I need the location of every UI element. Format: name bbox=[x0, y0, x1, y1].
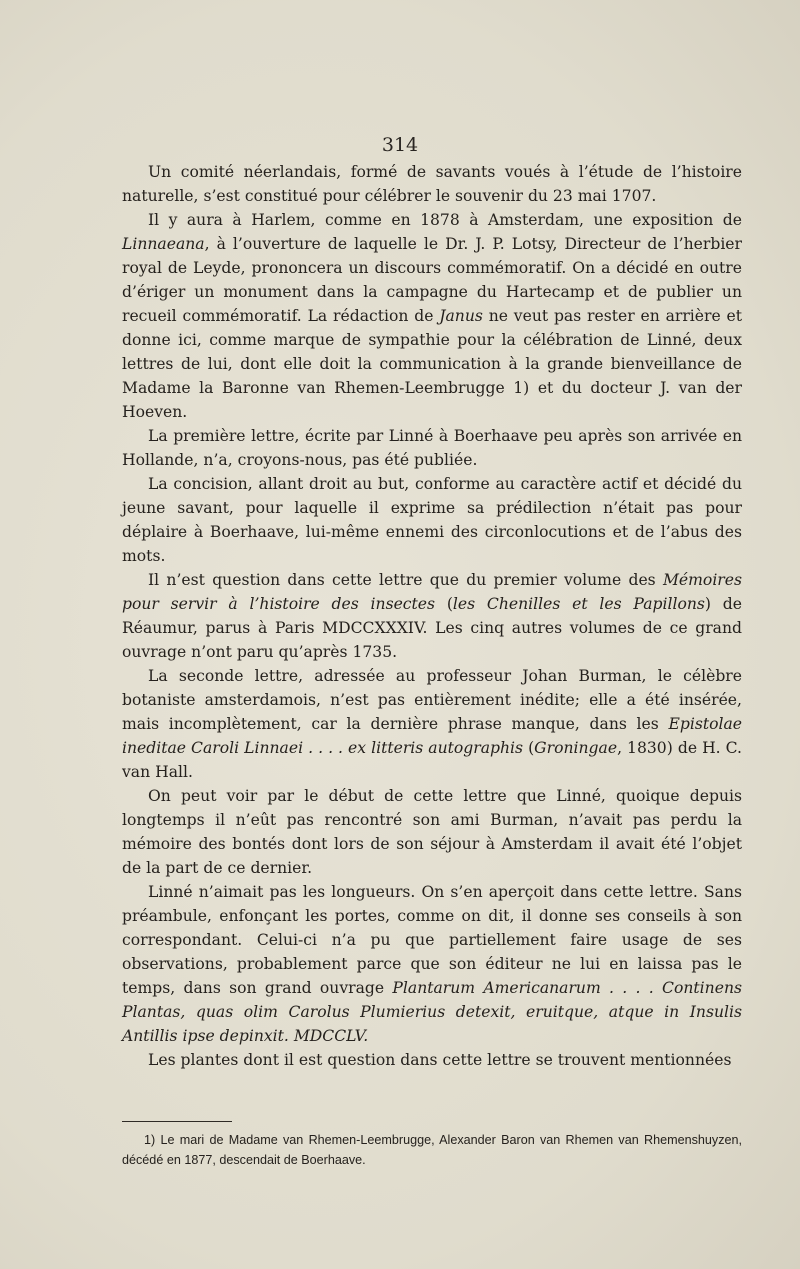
italic-linnaeana: Linnaeana bbox=[122, 235, 205, 253]
italic-janus: Janus bbox=[439, 307, 483, 325]
paragraph-6: La seconde lettre, adressée au professeur Johan Burman, le célèbre botaniste amsterdamois, n’est pas entièrement inédite; elle a été insérée, mais incomplètement, car la dernière phrase manque, dans les Epistolae ineditae Caroli Linnaei . . . . ex litteris autographis (Groningae, 1830) de H. C. van Hall. bbox=[122, 667, 743, 781]
italic-epistolae-title: Epistolae ineditae Caroli Linnaei . . . . ex litteris autographis bbox=[122, 715, 742, 757]
paragraph-9: Les plantes dont il est question dans cette lettre se trouvent mentionnées bbox=[148, 1051, 732, 1069]
italic-plantarum-title: Plantarum Americanarum . . . . Continens Plantas, quas olim Carolus Plumierius detexit, eruitque, atque in Insulis Antillis ipse depinxit. MDCCLV. bbox=[122, 979, 742, 1045]
footnote-text: 1) Le mari de Madame van Rhemen-Leembrugge, Alexander Baron van Rhemen van Rhemenshuyzen, décédé en 1877, descendait de Boerhaave. bbox=[122, 1133, 742, 1167]
paragraph-1: Un comité néerlandais, formé de savants voués à l’étude de l’histoire naturelle, s’est constitué pour célébrer le souvenir du 23 mai 1707. bbox=[122, 163, 742, 205]
main-text bbox=[122, 160, 742, 1072]
footnote-rule bbox=[122, 1121, 232, 1122]
paragraph-2: Il y aura à Harlem, comme en 1878 à Amsterdam, une exposition de Linnaeana, à l’ouverture de laquelle le Dr. J. P. Lotsy, Directeur de l’herbier royal de Leyde, prononcera un discours commémoratif. On a décidé en outre d’ériger un monument dans la campagne du Hartecamp et de publier un recueil commémoratif. La rédaction de Janus ne veut pas rester en arrière et donne ici, comme marque de sympathie pour la célébration de Linné, deux lettres de lui, dont elle doit la communication à la grande bienveillance de Madame la Baronne van Rhemen-Leembrugge 1) et du docteur J. van der Hoeven. bbox=[122, 211, 742, 421]
paragraph-3: La première lettre, écrite par Linné à Boerhaave peu après son arrivée en Hollande, n’a, croyons-nous, pas été publiée. bbox=[122, 427, 742, 469]
page-number: 314 bbox=[381, 134, 419, 156]
italic-memoires-title: Mémoires pour servir à l’histoire des insectes bbox=[122, 571, 742, 613]
italic-groningae: Groningae bbox=[534, 739, 618, 757]
paragraph-5: Il n’est question dans cette lettre que du premier volume des Mémoires pour servir à l’histoire des insectes (les Chenilles et les Papillons) de Réaumur, parus à Paris MDCCXXXIV. Les cinq autres volumes de ce grand ouvrage n’ont paru qu’après 1735. bbox=[122, 571, 742, 661]
paragraph-7: On peut voir par le début de cette lettre que Linné, quoique depuis longtemps il n’eût pas rencontré son ami Burman, n’avait pas perdu la mémoire des bontés dont lors de son séjour à Amsterdam il avait été l’objet de la part de ce dernier. bbox=[122, 787, 742, 877]
paragraph-4: La concision, allant droit au but, conforme au caractère actif et décidé du jeune savant, pour laquelle il exprime sa prédilection n’était pas pour déplaire à Boerhaave, lui-même ennemi des circonlocutions et de l’abus des mots. bbox=[122, 475, 742, 565]
footnote bbox=[122, 1130, 742, 1170]
paragraph-8: Linné n’aimait pas les longueurs. On s’en aperçoit dans cette lettre. Sans préambule, enfonçant les portes, comme on dit, il donne ses conseils à son correspondant. Celui-ci n’a pu que partiellement faire usage de ses observations, probablement parce que son éditeur ne lui en laissa pas le temps, dans son grand ouvrage Plantarum Americanarum . . . . Continens Plantas, quas olim Carolus Plumierius detexit, eruitque, atque in Insulis Antillis ipse depinxit. MDCCLV. bbox=[122, 883, 742, 1045]
italic-chenilles: les Chenilles et les Papillons bbox=[452, 595, 705, 613]
